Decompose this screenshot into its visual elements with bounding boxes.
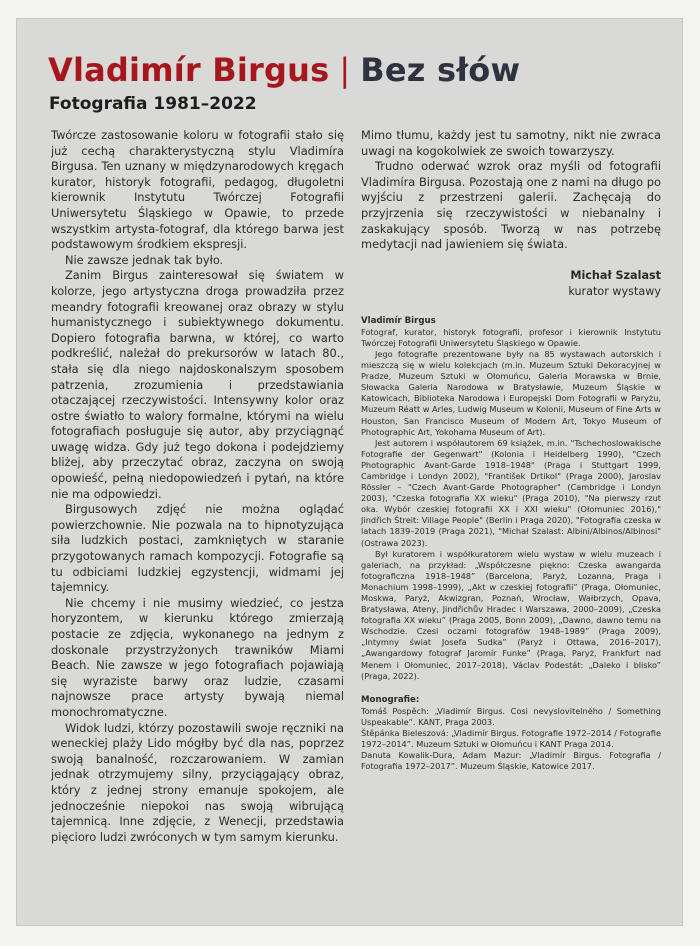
monografie-heading: Monografie: (361, 694, 420, 705)
left-paragraph-5: Nie chcemy i nie musimy wiedzieć, co jestza horyzontem, w kierunku którego zmierzają postacie ze zdjęcia, wykonanego na jednym z doskonale przystrzyżonych trawników Miami Beach. Nie zawsze w jego fotografiach pojawiają się wyraziste barwy oraz ludzie, czasami najnowsze prace artysty bywają niemal monochromatyczne. (51, 595, 344, 719)
monografie-section (361, 694, 661, 773)
signature-name: Michał Szalast (570, 268, 661, 282)
bio-heading: Vladimír Birgus (361, 315, 436, 326)
monografie-item: Tomáš Pospěch: „Vladimír Birgus. Cosi nevyslovitelného / Something Uspeakable”. KANT, Praga 2003. (361, 705, 661, 727)
exhibition-panel (16, 18, 683, 926)
monografie-item: Danuta Kowalik-Dura, Adam Mazur: „Vladimír Birgus. Fotografia / Fotografia 1972–2017”. Muzeum Śląskie, Katowice 2017. (361, 750, 661, 772)
bio-paragraph-1: Fotograf, kurator, historyk fotografii, profesor i kierownik Instytutu Twórczej Fotografii Uniwersytetu Śląskiego w Opawie. (361, 326, 661, 348)
exhibition-title (48, 50, 520, 90)
left-paragraph-4: Birgusowych zdjęć nie można oglądać powierzchownie. Nie pozwala na to hipnotyzująca siła ludzkich postaci, zamkniętych w staranie przygotowanych ramach kompozycji. Fotografie są tu odbiciami ludzkiej egzystencji, widmami jej tajemnicy. (51, 502, 344, 595)
right-paragraph-2: Trudno oderwać wzrok oraz myśli od fotografii Vladimíra Birgusa. Pozostają one z nami na długo po wyjściu z przestrzeni galerii. Zachęcają do przyjrzenia się rzeczywistości w niebanalny i zaskakujący sposób. Tworzą w nas potrzebę medytacji nad jawieniem się świata. (361, 159, 661, 252)
bio-section (361, 315, 661, 682)
monografie-item: Štěpánka Bieleszová: „Vladimír Birgus. Fotografie 1972–2014 / Fotografie 1972–2014”. Muzeum Sztuki w Ołomuńcu i KANT Praga 2014. (361, 727, 661, 750)
bio-paragraph-3: Jest autorem i współautorem 69 książek, m.in. "Tschechoslowakische Fotografie der Gegenwart" (Kolonia i Heidelberg 1990), "Czech Photographic Avant-Garde 1918–1948" (Praga i Stuttgart 1999, Cambridge i Londyn 2002), "František Drtikol" (Praga 2000), Jaroslav Rössler – "Czech Avant-Garde Photographer" (Cambridge i Londyn 2003), "Czeska fotografia XX wieku" (Praga 2010), "Na pierwszy rzut oka. Wybór czeskiej fotografii XX i XXI wieku" (Ołomuniec 2016)," Jindřich Štreit: Village People" (Berlin i Praga 2020), "Fotografia czeska w latach 1839–2019 (Praga 2021), "Michał Szalast: Albini/Albinos/Albinosi" (Ostrawa 2023). (361, 437, 661, 548)
exhibition-name: Bez słów (360, 51, 521, 89)
right-paragraph-1: Mimo tłumu, każdy jest tu samotny, nikt nie zwraca uwagi na kogokolwiek ze swoich towarzyszy. (361, 128, 661, 158)
left-paragraph-6: Widok ludzi, którzy pozostawili swoje ręczniki na weneckiej plaży Lido mógłby być dla nas, poprzez swoją banalność, rozczarowaniem. W zamian jednak otrzymujemy silny, przyciągający obraz, który z jednej strony emanuje spokojem, ale jednocześnie niepokoi nas swoją wibrującą tajemnicą. Inne zdjęcie, z Wenecji, przedstawia pięcioro ludzi zwróconych w tym samym kierunku. (51, 720, 344, 844)
title-separator: | (339, 51, 351, 89)
author-name: Vladimír Birgus (48, 51, 330, 89)
left-paragraph-2: Nie zawsze jednak tak było. (65, 252, 224, 267)
right-column (361, 128, 661, 772)
exhibition-subtitle: Fotografia 1981–2022 (49, 94, 257, 114)
left-column (51, 128, 344, 845)
bio-paragraph-2: Jego fotografie prezentowane były na 85 wystawach autorskich i mieszczą się w wielu kolekcjach (m.in. Muzeum Sztuki Dekoracyjnej w Pradze, Muzeum Sztuki w Ołomuńcu, Galeria Morawska w Brnie, Słowacka Galeria Narodowa w Bratysławie, Muzeum Śląskie w Katowicach, Biblioteka Narodowa i Europejski Dom Fotografii w Paryżu, Muzeum Réatt w Arles, Ludwig Museum w Kolonii, Museum of Fine Arts w Houston, San Francisco Museum of Modern Art, Tokyo Museum of Photographic Art, Yokohama Museum of Art). (361, 348, 661, 437)
left-paragraph-1: Twórcze zastosowanie koloru w fotografii stało się już cechą charakterystyczną stylu Vladimíra Birgusa. Ten uznany w międzynarodowych kręgach kurator, historyk fotografii, pedagog, długoletni kierownik Instytutu Twórczej Fotografii Uniwersytetu Śląskiego w Opawie, to przede wszystkim artysta-fotograf, dla którego barwa jest podstawowym środkiem ekspresji. (51, 128, 344, 252)
left-paragraph-3: Zanim Birgus zainteresował się światem w kolorze, jego artystyczna droga prowadziła przez meandry fotografii kreowanej oraz obrazy w stylu humanistycznego i subiektywnego dokumentu. Dopiero fotografia barwna, w której, co warto podkreślić, należał do prekursorów w latach 80., stała się dla niego najdoskonalszym sposobem patrzenia, zrozumienia i przedstawiania otaczającej rzeczywistości. Intensywny kolor oraz ostre światło to walory formalne, którymi na wielu fotografiach posługuje się autor, aby przyciągnąć uwagę widza. Gdy już tego dokona i podejdziemy bliżej, aby przeczytać obraz, zaczyna on swoją opowieść, pełną niedopowiedzeń i pytań, na które nie ma odpowiedzi. (51, 268, 344, 501)
signature-role: kurator wystawy (568, 284, 661, 298)
bio-paragraph-4: Był kuratorem i współkuratorem wielu wystaw w wielu muzeach i galeriach, na przykład: „Współczesne piękno: Czeska awangarda fotograficzna 1918–1948” (Barcelona, Paryż, Lozanna, Praga i Monachium 1998–1999), „Akt w czeskiej fotografii” (Praga, Ołomuniec, Moskwa, Paryż, Akwizgran, Poznań, Wrocław, Wałbrzych, Opava, Bratysława, Ateny, Jindřichův Hradec i Warszawa, 2000–2009), „Czeska fotografia XX wieku” (Praga 2005, Bonn 2009), „Dawno, dawno temu na Wschodzie. Czesi oczami fotografów 1948–1989” (Praga 2009), „Intymny świat Josefa Sudka” (Paryż i Ottawa, 2016–2017), „Awangardowy fotograf Jaromír Funke” (Praga, Paryż, Frankfurt nad Menem i Ołomuniec, 2017–2018), Václav Podestát: „Daleko i blisko” (Praga, 2022). (361, 548, 661, 681)
